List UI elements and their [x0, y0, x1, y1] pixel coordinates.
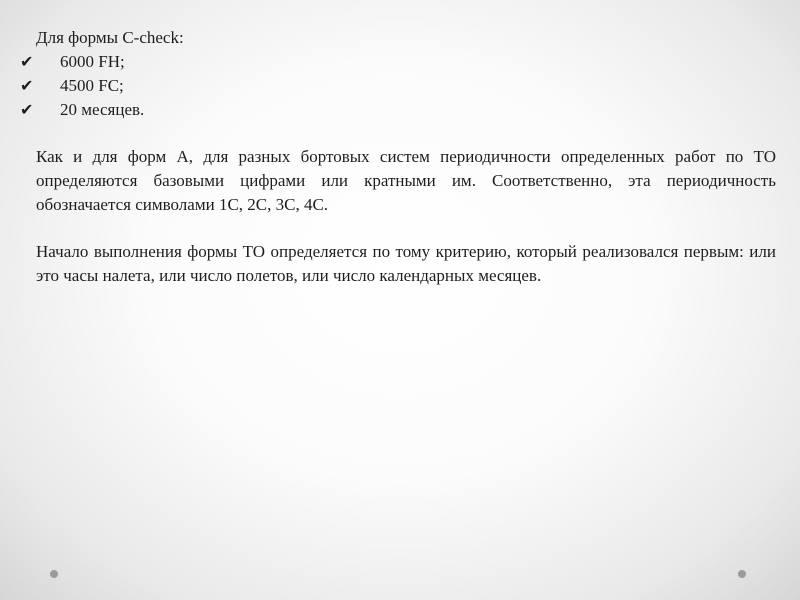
- paragraph-periodicity: Как и для форм А, для разных бортовых систем периодичности определенных работ по ТО определяются базовыми цифрами или кратными им. Соответственно, эта периодичность обозначается символами 1С, 2С, 3С, 4С.: [36, 147, 776, 214]
- slide-heading: Для формы C-check:: [36, 28, 184, 47]
- checklist-item: [20, 50, 776, 74]
- decorative-dot-left: [50, 570, 58, 578]
- checklist-item-text: 4500 FC;: [60, 76, 124, 95]
- check-icon: ✔: [20, 52, 34, 71]
- checklist-item-text: 20 месяцев.: [60, 100, 145, 119]
- checklist-item: [20, 98, 776, 122]
- check-icon: ✔: [20, 76, 34, 95]
- check-icon: ✔: [20, 100, 34, 119]
- checklist-item-text: 6000 FH;: [60, 52, 125, 71]
- checklist: [20, 50, 776, 122]
- decorative-dot-right: [738, 570, 746, 578]
- paragraph-criteria: Начало выполнения формы ТО определяется по тому критерию, который реализовался первым: или это часы налета, или число полетов, или число календарных месяцев.: [36, 242, 776, 285]
- checklist-item: [20, 74, 776, 98]
- slide-content: [20, 26, 776, 288]
